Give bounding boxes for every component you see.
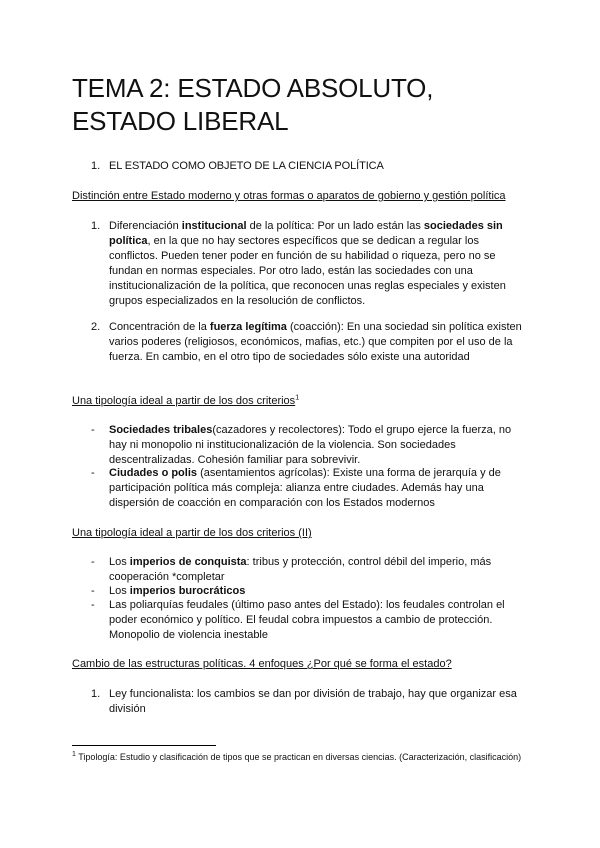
list-marker: 2. <box>91 321 101 333</box>
section-title: Distinción entre Estado moderno y otras formas o aparatos de gobierno y gestión política <box>72 190 506 202</box>
list-marker: 1. <box>91 220 101 232</box>
list-item <box>109 555 521 585</box>
section-heading: EL ESTADO COMO OBJETO DE LA CIENCIA POLÍTICA <box>109 160 384 172</box>
bold-term: institucional <box>181 220 247 232</box>
section-title: Una tipología ideal a partir de los dos criterios (II) <box>72 527 312 539</box>
text-run: Las poliarquías feudales (último paso antes del Estado): los feudales controlan el poder económico y político. El feudal cobra impuestos a cambio de protección. Monopolio de violencia inestable <box>109 599 505 641</box>
list-item <box>109 423 521 468</box>
list-item <box>109 219 521 309</box>
footnote <box>72 751 528 764</box>
list-item <box>109 466 531 511</box>
text-run: , en la que no hay sectores específicos que se dedican a regular los conflictos. Pueden tener poder en función de su habilidad o riqueza, pero no se fundan en normas especiales. Por otro lado, están las sociedades con una institucionalización de la política, que reconocen unas reglas especiales y existen grupos especializados en la resolución de conflictos. <box>109 235 506 307</box>
footnote-mark: 1 <box>72 751 76 758</box>
list-marker: 1. <box>91 688 101 700</box>
list-item <box>109 598 523 643</box>
list-marker: - <box>91 599 95 611</box>
text-run: Concentración de la <box>109 321 210 333</box>
text-run: Los <box>109 556 130 568</box>
list-marker: - <box>91 424 95 436</box>
text-run: (cazadores y recolectores): Todo el grupo ejerce la fuerza, no hay ni monopolio ni institucionalización de la violencia. Son sociedades descentralizadas. Cohesión familiar para sobrevivir. <box>109 424 512 466</box>
text-run: Diferenciación <box>109 220 182 232</box>
page-title: TEMA 2: ESTADO ABSOLUTO, ESTADO LIBERAL <box>72 73 434 136</box>
bold-term: imperios de conquista <box>129 556 247 568</box>
list-marker: - <box>91 556 95 568</box>
text-run: (coacción): En una sociedad sin política existen varios poderes (religiosos, económicos, mafias, etc.) que compiten por el uso de la fuerza. En cambio, en el otro tipo de sociedades sólo existe una autoridad <box>109 321 522 363</box>
list-marker: - <box>91 467 95 479</box>
list-marker: - <box>91 585 95 597</box>
footnote-text: Tipología: Estudio y clasificación de tipos que se practican en diversas ciencias. (Caracterización, clasificación) <box>75 752 522 762</box>
section-title-text: Una tipología ideal a partir de los dos criterios <box>72 395 296 407</box>
section-title: Cambio de las estructuras políticas. 4 enfoques ¿Por qué se forma el estado? <box>72 658 452 670</box>
footnote-separator <box>72 745 216 746</box>
footnote-ref: 1 <box>295 394 300 402</box>
bold-term: sociedades sin política <box>109 220 503 247</box>
text-run: : tribus y protección, control débil del imperio, más cooperación *completar <box>109 556 492 583</box>
text-run: (asentamientos agrícolas): Existe una forma de jerarquía y de participación política más compleja: alianza entre ciudades. Además hay una dispersión de coacción en comparación con los Estados modernos <box>109 467 501 509</box>
section-title <box>72 394 299 409</box>
bold-term: imperios burocráticos <box>129 585 246 597</box>
bold-term: Sociedades tribales <box>109 424 213 436</box>
text-run: de la política: Por un lado están las <box>246 220 424 232</box>
text-run: Ley funcionalista: los cambios se dan por división de trabajo, hay que organizar esa división <box>109 688 517 715</box>
heading-number: 1. <box>91 160 101 172</box>
text-run: Los <box>109 585 130 597</box>
bold-term: Ciudades o polis <box>109 467 198 479</box>
bold-term: fuerza legítima <box>209 321 287 333</box>
list-item <box>109 320 529 365</box>
list-item <box>109 687 529 717</box>
list-item <box>109 584 521 599</box>
